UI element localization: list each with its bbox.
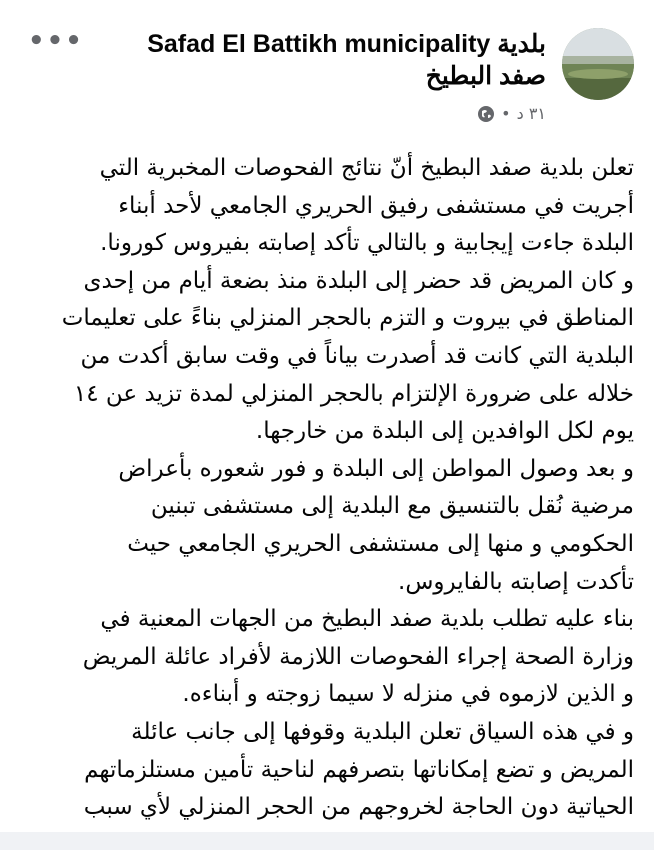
meta-separator: • [501, 104, 511, 123]
post-text-line: و في هذه السياق تعلن البلدية وقوفها إلى جانب عائلة [131, 718, 634, 745]
post-header [0, 0, 654, 135]
post-meta [477, 104, 546, 123]
post-text-line: أجريت في مستشفى رفيق الحريري الجامعي لأحد أبناء [118, 192, 634, 219]
post-text-line: المناطق في بيروت و التزم بالحجر المنزلي بناءً على تعليمات [61, 305, 634, 332]
post-text-line: يوم لكل الوافدين إلى البلدة من خارجها. [255, 418, 634, 445]
post-text [22, 150, 634, 827]
post-text-line: و الذين لازموه في منزله لا سيما زوجته و أبناءه. [182, 681, 634, 708]
post-text-line: الحياتية دون الحاجة لخروجهم من الحجر المنزلي لأي سبب [83, 794, 634, 821]
author-name[interactable] [147, 28, 546, 60]
post-text-line: البلدة جاءت إيجابية و بالتالي تأكد إصابته بفيروس كورونا. [100, 230, 634, 257]
post-text-line: الحكومي و منها إلى مستشفى الحريري الجامعي حيث [127, 530, 634, 557]
post-text-line: وزارة الصحة إجراء الفحوصات اللازمة لأفراد عائلة المريض [82, 643, 634, 670]
post-text-line: البلدية التي كانت قد أصدرت بياناً في وقت سابق أكدت من [80, 342, 634, 369]
post-text-line: و كان المريض قد حضر إلى البلدة منذ بضعة أيام من إحدى [83, 267, 634, 294]
post-text-line: المريض و تضع إمكاناتها بتصرفهم لناحية تأمين مستلزماتهم [84, 756, 634, 783]
post-text-line: مرضية نُقل بالتنسيق مع البلدية إلى مستشفى تبنين [150, 493, 634, 520]
post-text-line: تعلن بلدية صفد البطيخ أنّ نتائج الفحوصات المخبرية التي [99, 155, 634, 181]
author-name-arabic-part2[interactable]: صفد البطيخ [425, 62, 546, 90]
post-text-line: تأكدت إصابته بالفايروس. [398, 568, 634, 595]
post-text-line: خلاله على ضرورة الإلتزام بالحجر المنزلي لمدة تزيد عن ١٤ [73, 380, 634, 407]
page-avatar[interactable] [562, 28, 634, 100]
post-text-line: بناء عليه تطلب بلدية صفد البطيخ من الجهات المعنية في [100, 606, 634, 633]
post-footer-strip [0, 832, 654, 850]
post-timestamp[interactable]: ٣١ د [516, 104, 546, 123]
author-name-arabic-part1[interactable]: بلدية [497, 30, 546, 58]
avatar-landscape-image [562, 28, 634, 100]
globe-icon[interactable] [477, 105, 495, 123]
author-name-latin[interactable]: Safad El Battikh municipality [147, 30, 491, 58]
post-text-line: و بعد وصول المواطن إلى البلدة و فور شعوره بأعراض [118, 455, 634, 482]
more-options-button[interactable]: ••• [28, 26, 84, 56]
